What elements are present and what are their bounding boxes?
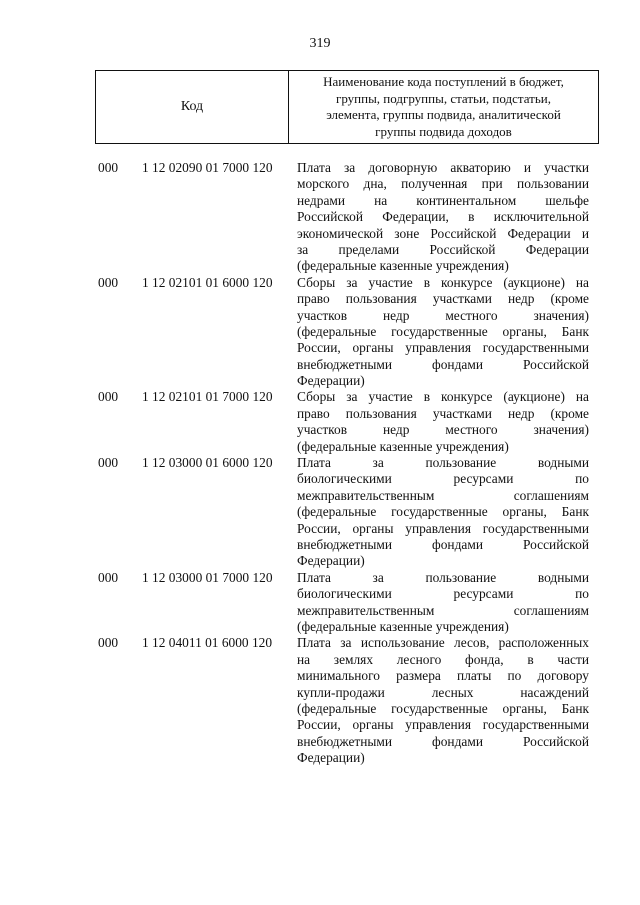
table-row <box>0 389 640 455</box>
description-line: (федеральные казенные учреждения) <box>297 258 509 274</box>
description-line: недрами на континентальном шельфе <box>297 192 589 208</box>
revenue-code: 1 12 02090 01 7000 120 <box>142 160 273 175</box>
header-name-line: элемента, группы подвида, аналитической <box>326 107 561 122</box>
header-name-line: группы, подгруппы, статьи, подстатьи, <box>336 90 551 106</box>
description-line: на землях лесного фонда, в части <box>297 651 589 667</box>
description-line: участков недр местного значения) <box>297 422 589 438</box>
table-row <box>0 635 640 766</box>
table-row <box>0 455 640 570</box>
revenue-description <box>297 570 589 636</box>
description-line: Сборы за участие в конкурсе (аукционе) на <box>297 389 589 405</box>
description-line: внебюджетными фондами Российской <box>297 733 589 749</box>
revenue-code: 1 12 04011 01 6000 120 <box>142 635 273 651</box>
description-line: минимального размера платы по договору <box>297 668 589 684</box>
description-line: (федеральные государственные органы, Банк <box>297 700 589 716</box>
description-line: России, органы управления государственными <box>297 717 589 733</box>
description-line: купли-продажи лесных насаждений <box>297 684 589 700</box>
description-line: России, органы управления государственными <box>297 340 589 356</box>
description-line: право пользования участками недр (кроме <box>297 405 589 421</box>
revenue-code: 1 12 02101 01 7000 120 <box>142 389 273 405</box>
revenue-code: 1 12 02101 01 6000 120 <box>142 274 273 290</box>
revenue-description <box>297 160 589 275</box>
description-line: Российской Федерации, в исключительной <box>297 209 589 225</box>
description-line: право пользования участками недр (кроме <box>297 291 589 307</box>
admin-code: 000 <box>98 635 119 651</box>
revenue-description <box>297 635 589 766</box>
description-line: межправительственным соглашениям <box>297 487 589 503</box>
table-header <box>95 70 599 144</box>
description-line: Плата за договорную акваторию и участки <box>297 160 589 175</box>
description-line: за пределами Российской Федерации <box>297 241 589 257</box>
header-code-column: Код <box>96 71 289 143</box>
description-line: экономической зоне Российской Федерации и <box>297 225 589 241</box>
header-name-line: Наименование кода поступлений в бюджет, <box>323 74 564 89</box>
revenue-description <box>297 389 589 455</box>
description-line: Плата за пользование водными <box>297 455 589 471</box>
description-line: (федеральные казенные учреждения) <box>297 618 509 634</box>
admin-code: 000 <box>98 455 119 471</box>
table-row <box>0 570 640 636</box>
revenue-description <box>297 275 589 390</box>
description-line: (федеральные государственные органы, Банк <box>297 323 589 339</box>
description-line: межправительственным соглашениям <box>297 602 589 618</box>
description-line: внебюджетными фондами Российской <box>297 356 589 372</box>
revenue-code: 1 12 03000 01 7000 120 <box>142 569 273 585</box>
revenue-code: 1 12 03000 01 6000 120 <box>142 455 273 471</box>
page-number: 319 <box>309 36 331 51</box>
header-name-column <box>289 71 598 143</box>
description-line: Плата за пользование водными <box>297 569 589 585</box>
description-line: биологическими ресурсами по <box>297 586 589 602</box>
admin-code: 000 <box>98 389 119 405</box>
description-line: России, органы управления государственными <box>297 520 589 536</box>
description-line: Плата за использование лесов, расположенных <box>297 635 589 651</box>
description-line: Сборы за участие в конкурсе (аукционе) на <box>297 274 589 290</box>
description-line: (федеральные государственные органы, Банк <box>297 504 589 520</box>
description-line: морского дна, полученная при пользовании <box>297 176 589 192</box>
table-row <box>0 275 640 390</box>
admin-code: 000 <box>98 274 119 290</box>
description-line: (федеральные казенные учреждения) <box>297 438 509 454</box>
description-line: Федерации) <box>297 553 365 569</box>
description-line: внебюджетными фондами Российской <box>297 536 589 552</box>
admin-code: 000 <box>98 160 119 175</box>
admin-code: 000 <box>98 569 119 585</box>
header-name-line: группы подвида доходов <box>375 123 512 139</box>
revenue-description <box>297 455 589 570</box>
table-row <box>0 160 640 275</box>
description-line: Федерации) <box>297 373 365 389</box>
description-line: биологическими ресурсами по <box>297 471 589 487</box>
table-body <box>0 160 640 766</box>
description-line: Федерации) <box>297 750 365 766</box>
description-line: участков недр местного значения) <box>297 307 589 323</box>
